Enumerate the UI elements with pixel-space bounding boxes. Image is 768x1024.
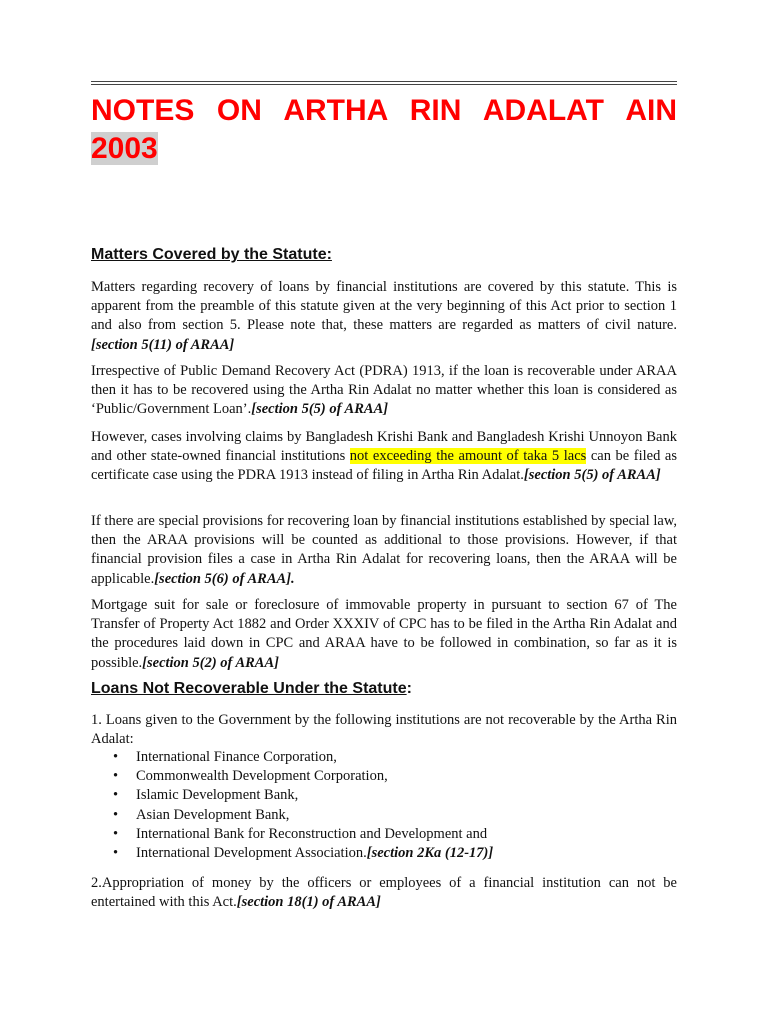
list-item: • International Finance Corporation, (91, 748, 677, 767)
bullet-icon: • (113, 787, 119, 804)
paragraph-matters-5: Mortgage suit for sale or foreclosure of immovable property in pursuant to section 67 of The Transfer of Property Act 1882 and Order XXXIV of CPC has to be filed in the Artha Rin Adalat and the procedures laid down in CPC and ARAA have to be followed in combination, so far as it is possible.[section 5(2) of ARAA] (91, 597, 677, 671)
institution-list (91, 748, 677, 863)
top-rule (91, 81, 677, 82)
list-item: • Islamic Development Bank, (91, 786, 677, 805)
paragraph-matters-4: If there are special provisions for recovering loan by financial institutions established by special law, then the ARAA provisions will be counted as additional to those provisions. However, if that financial provision files a case in Artha Rin Adalat for recovering loans, then the ARAA will be applicable.[section 5(6) of ARAA]. (91, 513, 677, 587)
section-reference: [section 5(11) of ARAA] (91, 336, 235, 353)
bullet-icon: • (113, 749, 119, 765)
bullet-icon: • (113, 845, 119, 862)
paragraph-matters-1: Matters regarding recovery of loans by financial institutions are covered by this statute. This is apparent from the preamble of this statute given at the very beginning of this Act prior to section 1 and also from section 5. Please note that, these matters are regarded as matters of civil nature. [section 5(11) of ARAA] (91, 279, 677, 353)
list-item: • International Development Association.[section 2Ka (12-17)] (91, 844, 677, 863)
paragraph-loans-1: 1. Loans given to the Government by the following institutions are not recoverable by the Artha Rin Adalat: (91, 712, 677, 748)
document-title (91, 92, 677, 168)
highlighted-text: not exceeding the amount of taka 5 lacs (349, 448, 587, 465)
title-line-2: 2003 (91, 132, 158, 165)
paragraph-loans-2: 2.Appropriation of money by the officers or employees of a financial institution can not be entertained with this Act.[section 18(1) of ARAA] (91, 875, 677, 911)
title-line-1: NOTES ON ARTHA RIN ADALAT AIN (91, 94, 677, 127)
section-reference: [section 18(1) of ARAA] (236, 894, 381, 911)
list-item: • International Bank for Reconstruction and Development and (91, 825, 677, 844)
top-rule-second (91, 84, 677, 85)
section-heading-loans-not-recoverable: Loans Not Recoverable Under the Statute: (91, 680, 412, 697)
section-reference: [section 5(5) of ARAA] (523, 467, 661, 484)
section-heading-matters-covered: Matters Covered by the Statute: (91, 246, 332, 263)
bullet-icon: • (113, 768, 119, 785)
section-reference: [section 2Ka (12-17)] (366, 845, 494, 862)
list-item: • Asian Development Bank, (91, 806, 677, 825)
section-reference: [section 5(5) of ARAA] (251, 401, 389, 418)
paragraph-matters-2: Irrespective of Public Demand Recovery Act (PDRA) 1913, if the loan is recoverable under ARAA then it has to be recovered using the Artha Rin Adalat no matter whether this loan is considered as ‘Public/Government Loan’.[section 5(5) of ARAA] (91, 363, 677, 418)
paragraph-matters-3: However, cases involving claims by Bangladesh Krishi Bank and Bangladesh Krishi Unnoyon Bank and other state-owned financial institutions not exceeding the amount of taka 5 lacs can be filed as certificate case using the PDRA 1913 instead of filing in Artha Rin Adalat.[section 5(5) of ARAA] (91, 429, 677, 484)
bullet-icon: • (113, 806, 119, 823)
list-item: • Commonwealth Development Corporation, (91, 767, 677, 786)
section-reference: [section 5(2) of ARAA] (142, 654, 279, 671)
bullet-icon: • (113, 825, 119, 842)
section-reference: [section 5(6) of ARAA]. (154, 570, 295, 587)
